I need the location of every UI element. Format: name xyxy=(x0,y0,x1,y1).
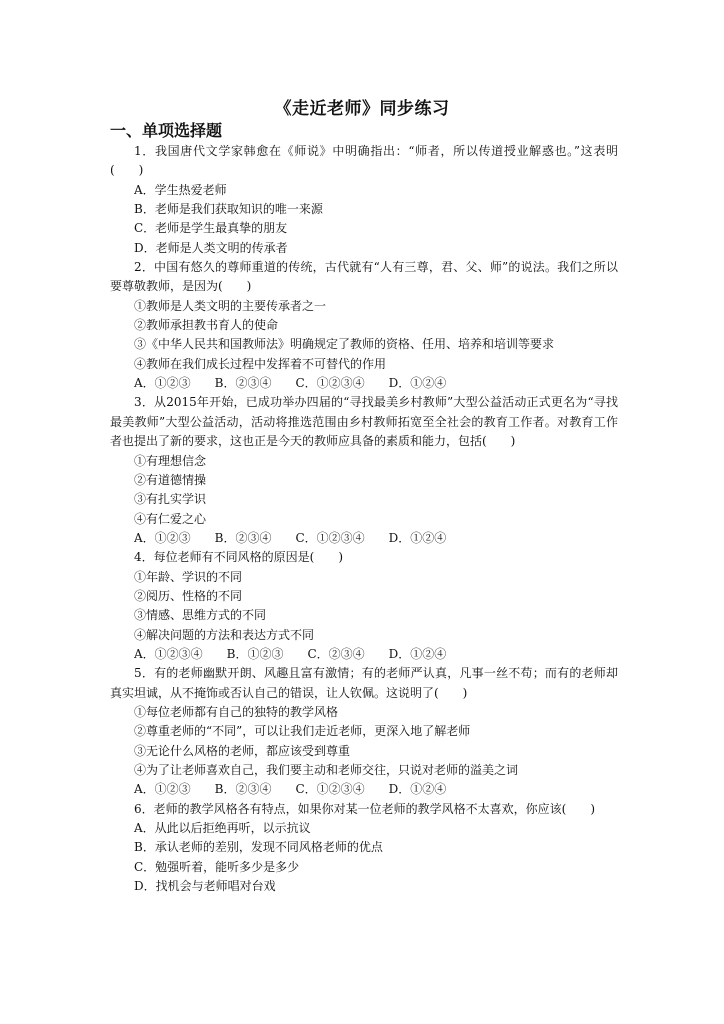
statement-4: ④有仁爱之心 xyxy=(134,511,207,526)
question-3 xyxy=(110,393,618,548)
option-b: B．老师是我们获取知识的唯一来源 xyxy=(134,202,323,217)
question-5 xyxy=(110,664,618,799)
answer-choices: A．①②③ B．②③④ C．①②③④ D．①②④ xyxy=(134,376,447,391)
question-stem: 5．有的老师幽默开朗、风趣且富有激情；有的老师严认真，凡事一丝不苟；而有的老师却真实坦诚，从不掩饰或否认自己的错误，让人钦佩。这说明了( ) xyxy=(110,666,618,700)
option-c: C．勉强听着，能听多少是多少 xyxy=(134,859,300,874)
option-a: A．从此以后拒绝再听，以示抗议 xyxy=(134,821,311,836)
statement-3: ③有扎实学识 xyxy=(134,492,207,507)
question-stem: 1．我国唐代文学家韩愈在《师说》中明确指出：“师者，所以传道授业解惑也。”这表明( ) xyxy=(110,144,618,178)
option-b: B．承认老师的差别，发现不同风格老师的优点 xyxy=(134,840,383,855)
question-stem: 6．老师的教学风格各有特点，如果你对某一位老师的教学风格不太喜欢，你应该( ) xyxy=(134,801,596,816)
statement-1: ①教师是人类文明的主要传承者之一 xyxy=(134,298,327,313)
option-d: D．找机会与老师唱对台戏 xyxy=(134,879,276,894)
answer-choices: A．①②③④ B．①②③ C．②③④ D．①②④ xyxy=(134,646,447,661)
question-1 xyxy=(110,142,618,258)
question-stem: 3．从2015年开始，已成功举办四届的“寻找最美乡村教师”大型公益活动正式更名为“寻找最美教师”大型公益活动，活动将推选范围由乡村教师拓宽至全社会的教育工作者。对教育工作者也提出了新的要求，这也正是今天的教师应具备的素质和能力，包括( ) xyxy=(110,395,618,449)
statement-1: ①每位老师都有自己的独特的教学风格 xyxy=(134,704,339,719)
statement-3: ③情感、思维方式的不同 xyxy=(134,608,267,623)
statement-1: ①年龄、学识的不同 xyxy=(134,569,243,584)
page-title: 《走近老师》同步练习 xyxy=(274,99,450,119)
question-4 xyxy=(110,548,618,664)
statement-3: ③无论什么风格的老师，都应该受到尊重 xyxy=(134,743,351,758)
statement-4: ④解决问题的方法和表达方式不同 xyxy=(134,627,315,642)
statement-3: ③《中华人民共和国教师法》明确规定了教师的资格、任用、培养和培训等要求 xyxy=(134,337,555,352)
question-2 xyxy=(110,258,618,393)
statement-2: ②阅历、性格的不同 xyxy=(134,588,243,603)
statement-4: ④教师在我们成长过程中发挥着不可替代的作用 xyxy=(134,356,387,371)
answer-choices: A．①②③ B．②③④ C．①②③④ D．①②④ xyxy=(134,530,447,545)
statement-1: ①有理想信念 xyxy=(134,453,207,468)
answer-choices: A．①②③ B．②③④ C．①②③④ D．①②④ xyxy=(134,782,447,797)
statement-4: ④为了让老师喜欢自己，我们要主动和老师交往，只说对老师的溢美之词 xyxy=(134,763,519,777)
question-stem: 4．每位老师有不同风格的原因是( ) xyxy=(134,550,343,565)
statement-2: ②尊重老师的“不同”，可以让我们走近老师，更深入地了解老师 xyxy=(134,724,471,739)
option-a: A．学生热爱老师 xyxy=(134,182,227,197)
section-heading: 一、单项选择题 xyxy=(110,121,223,140)
option-c: C．老师是学生最真挚的朋友 xyxy=(134,221,288,236)
question-list xyxy=(110,142,618,896)
statement-2: ②教师承担教书育人的使命 xyxy=(134,318,279,333)
option-d: D．老师是人类文明的传承者 xyxy=(134,240,288,255)
question-6 xyxy=(110,800,618,897)
statement-2: ②有道德情操 xyxy=(134,472,207,487)
question-stem: 2．中国有悠久的尊师重道的传统，古代就有“人有三尊，君、父、师”的说法。我们之所以要尊敬教师，是因为( ) xyxy=(110,260,618,294)
